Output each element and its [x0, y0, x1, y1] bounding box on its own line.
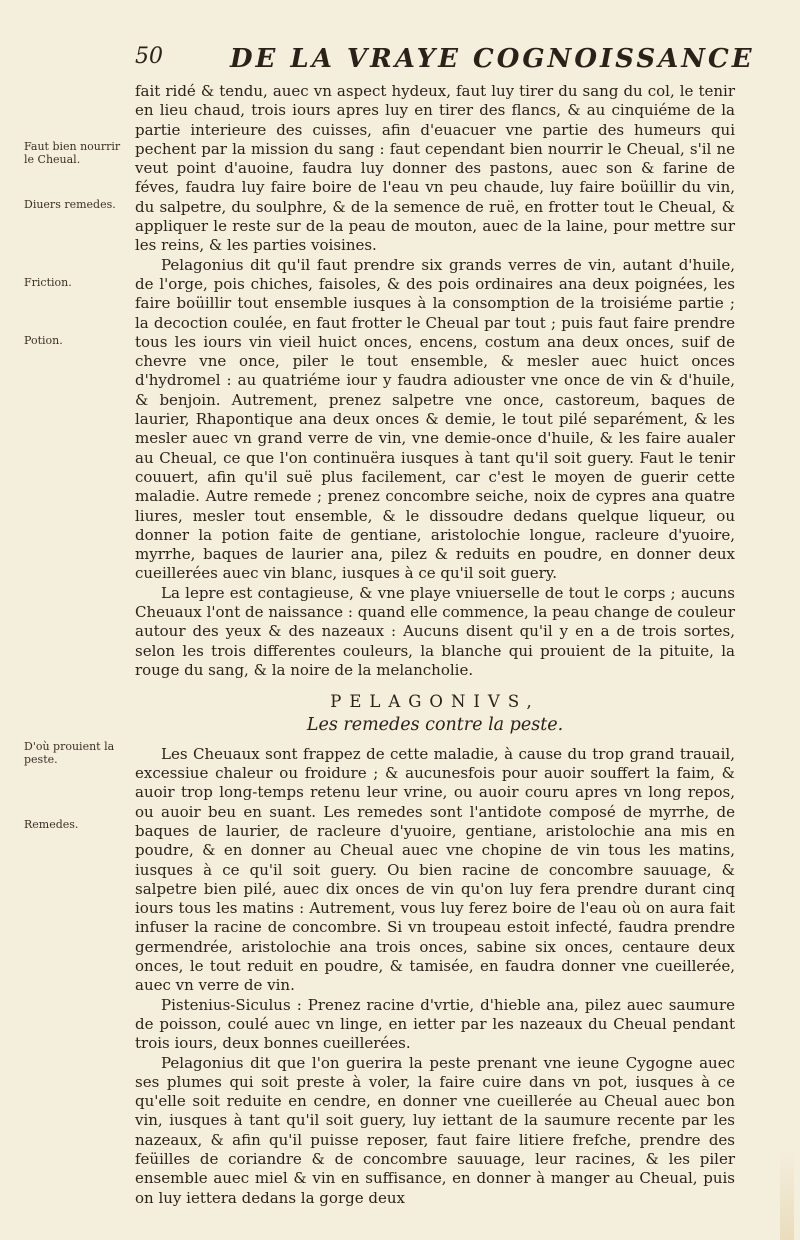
margin-note-friction: Friction. — [24, 276, 72, 289]
main-text — [135, 82, 735, 1208]
paper-stain — [780, 1150, 794, 1240]
margin-note-nourrir: Faut bien nourrir le Cheual. — [24, 140, 121, 166]
paragraph: Pistenius-Siculus : Prenez racine d'vrtie, d'hieble ana, pilez auec saumure de poisson, coulé auec vn linge, en ietter par les nazeaux du Cheual pendant trois iours, deux bonnes cueillerées. — [135, 995, 735, 1053]
page-header — [135, 44, 755, 78]
section-subheading: Les remedes contre la peste. — [306, 714, 564, 735]
paragraph: Les Cheuaux sont frappez de cette maladie, à cause du trop grand trauail, excessiue chaleur ou froidure ; & aucunesfois pour auoir souffert la faim, & auoir trop long-temps retenu leur vrine, ou auoir couru apres vn long repos, ou auoir beu en suant. Les remedes sont l'antidote composé de myrrhe, de baques de laurier, de racleure d'yuoire, gentiane, aristolochie ana mis en poudre, & en donner au Cheual auec vne chopine de vin tous les matins, iusques à ce qu'il soit guery. Ou bien racine de concombre sauuage, & salpetre bien pilé, auec dix onces de vin qu'on luy fera prendre durant cinq iours tous les matins : Autrement, vous luy ferez boire de l'eau où on aura fait infuser la racine de concombre. Si vn troupeau estoit infecté, faudra prendre germendrée, aristolochie ana trois onces, sabine six onces, centaure deux onces, le tout reduit en poudre, & tamisée, en faudra donner vne cueillerée, auec vn verre de vin. — [135, 744, 735, 995]
page-number: 50 — [135, 44, 163, 69]
paragraph: Pelagonius dit que l'on guerira la peste prenant vne ieune Cygogne auec ses plumes qui soit preste à voler, la faire cuire dans vn pot, iusques à ce qu'elle soit reduite en cendre, en donner vne cueillerée au Cheual auec bon vin, iusques à tant qu'il soit guery, luy iettant de la saumure recente par les nazeaux, & afin qu'il puisse reposer, faut faire litiere frefche, prendre des feüilles de coriandre & de concombre sauuage, leur racines, & les piler ensemble auec miel & vin en suffisance, en donner à manger au Cheual, puis on luy iettera dedans la gorge deux — [135, 1053, 735, 1207]
margin-note-origine-peste: D'où prouient la peste. — [24, 740, 115, 766]
running-title: DE LA VRAYE COGNOISSANCE — [230, 44, 755, 74]
margin-note-remedes: Diuers remedes. — [24, 198, 116, 211]
margin-note-potion: Potion. — [24, 334, 63, 347]
paragraph: La lepre est contagieuse, & vne playe vniuerselle de tout le corps ; aucuns Cheuaux l'ont de naissance : quand elle commence, la peau change de couleur autour des yeux & des nazeaux : Aucuns disent qu'il y en a de trois sortes, selon les trois differentes couleurs, la blanche qui prouient de la pituite, la rouge du sang, & la noire de la melancholie. — [135, 583, 735, 679]
margin-note-remedes-peste: Remedes. — [24, 818, 79, 831]
paragraph: Pelagonius dit qu'il faut prendre six grands verres de vin, autant d'huile, de l'orge, pois chiches, faisoles, & des pois ordinaires ana deux poignées, les faire boüillir tout ensemble iusques à la consomption de la troisiéme partie ; la decoction coulée, en faut frotter le Cheual par tout ; puis faut faire prendre tous les iours vin vieil huict onces, encens, costum ana deux onces, suif de chevre vne once, piler le tout ensemble, & mesler auec huict onces d'hydromel : au quatriéme iour y faudra adiouster vne once de vin & d'huile, & benjoin. Autrement, prenez salpetre vne once, castoreum, baques de laurier, Rhapontique ana deux onces & demie, le tout pilé separément, & les mesler auec vn grand verre de vin, vne demie-once d'huile, & les faire aualer au Cheual, ce que l'on continuëra iusques à tant qu'il soit guery. Faut le tenir couuert, afin qu'il suë plus facilement, car c'est le moyen de guerir cette maladie. Autre remede ; prenez concombre seiche, noix de cypres ana quatre liures, mesler tout ensemble, & le dissoudre dedans quelque liqueur, ou donner la potion faite de gentiane, aristolochie longue, racleure d'yuoire, myrrhe, baques de laurier ana, pilez & reduits en poudre, en donner deux cueillerées auec vin blanc, iusques à ce qu'il soit guery. — [135, 255, 735, 583]
section-heading: PELAGONIVS, — [330, 692, 540, 712]
paragraph: fait ridé & tendu, auec vn aspect hydeux, faut luy tirer du sang du col, le tenir en lieu chaud, trois iours apres luy en tirer des flancs, & au cinquiéme de la partie interieure des cuisses, afin d'euacuer vne partie des humeurs qui pechent par la mission du sang : faut cependant bien nourrir le Cheual, s'il ne veut point d'auoine, faudra luy donner des pastons, auec son & farine de féves, faudra luy faire boire de l'eau vn peu chaude, luy faire boüillir du vin, du salpetre, du soulphre, & de la semence de ruë, en frotter tout le Cheual, & appliquer le reste sur de la peau de mouton, auec de la laine, pour mettre sur les reins, & les parties voisines. — [135, 82, 735, 255]
